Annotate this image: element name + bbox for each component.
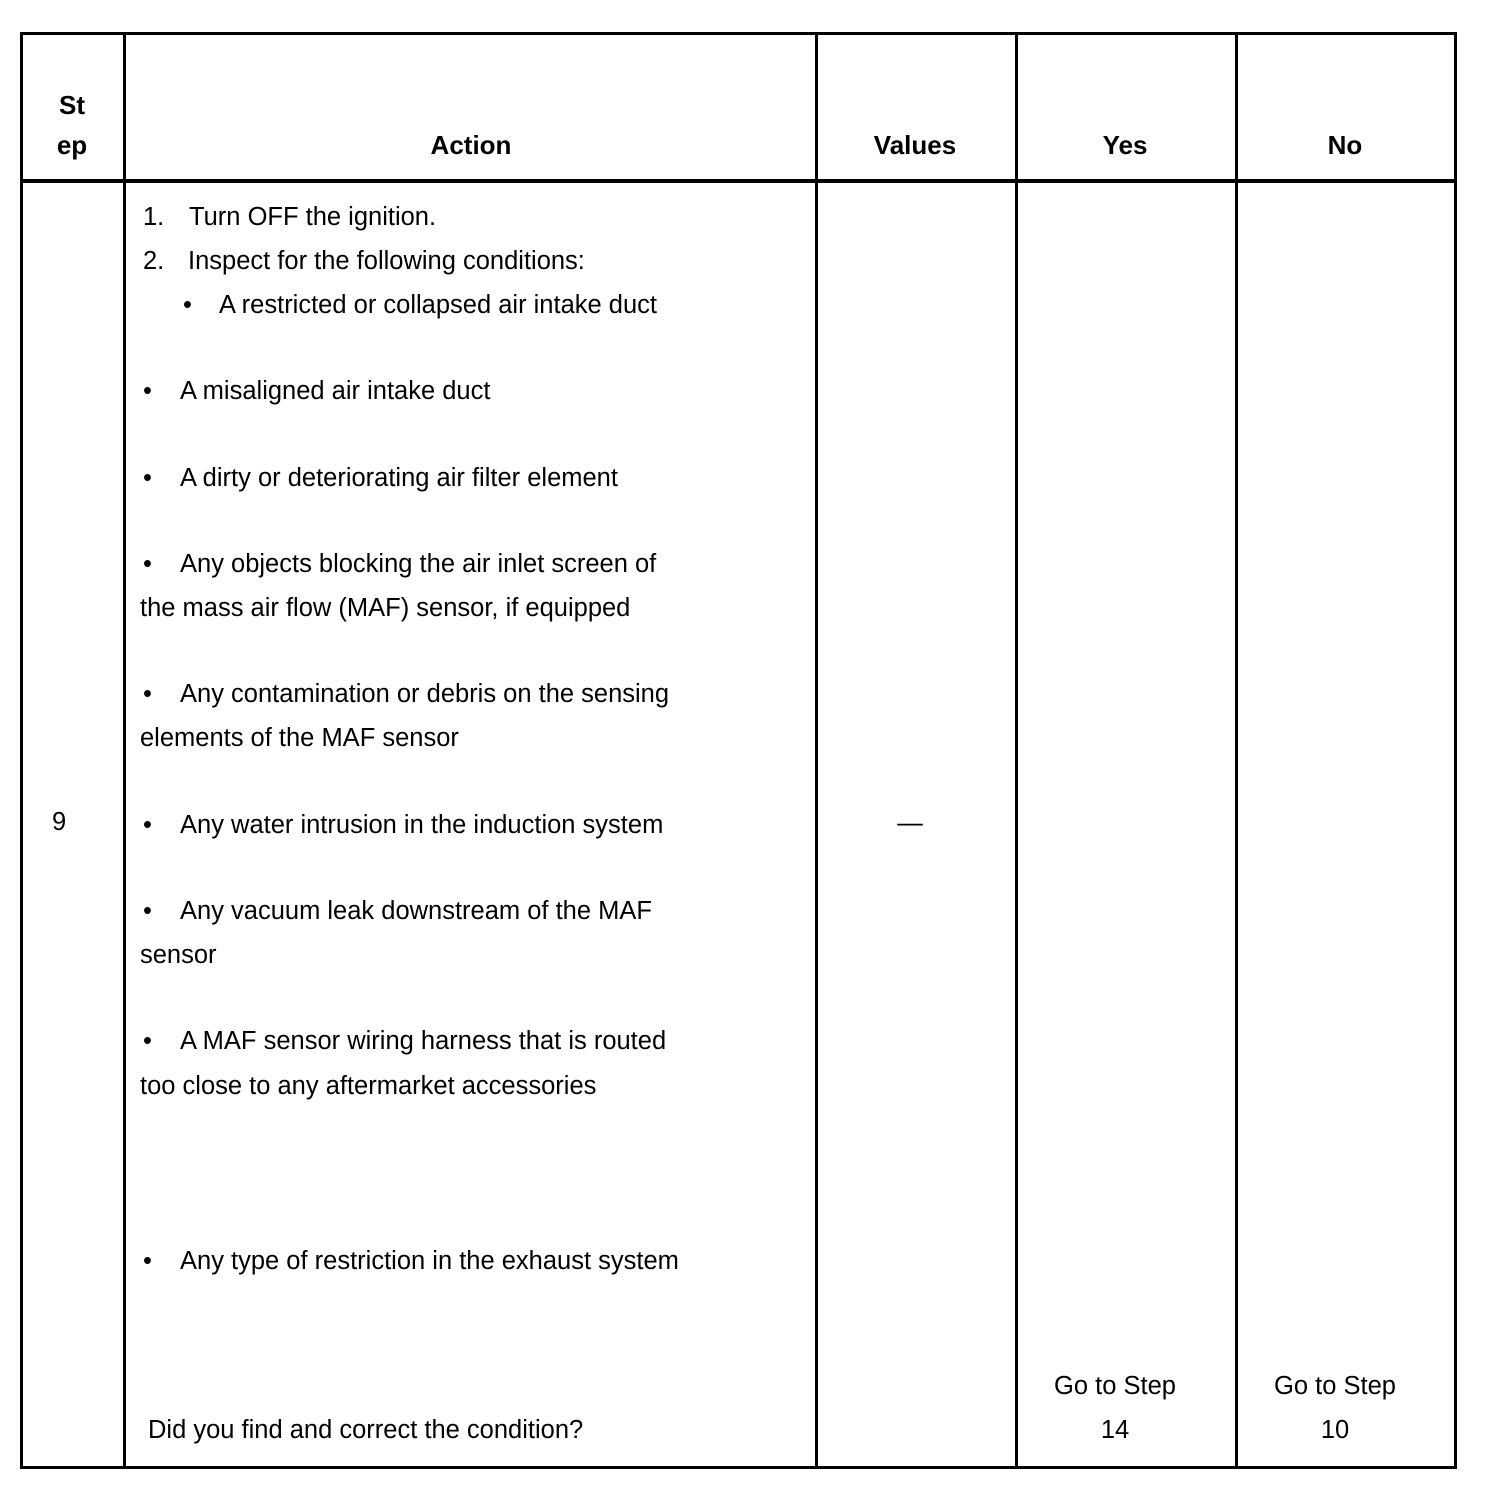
action-line: A misaligned air intake duct [180,377,491,405]
header-step-line1: St [59,90,85,120]
action-line: the mass air flow (MAF) sensor, if equipped [140,594,631,622]
bullet-marker: • [143,1027,152,1055]
no-goto-label: Go to Step [1274,1372,1396,1400]
action-line: A MAF sensor wiring harness that is routed [180,1027,667,1055]
values-dash: — [897,809,923,837]
action-line: Any type of restriction in the exhaust system [180,1247,679,1275]
list-number: 2. [143,247,165,275]
header-no: No [1327,130,1363,160]
action-line: A dirty or deteriorating air filter element [180,464,618,492]
no-goto-step: 10 [1320,1416,1350,1444]
header-action: Action [430,130,512,160]
bullet-marker: • [143,897,152,925]
action-line: elements of the MAF sensor [140,724,459,752]
yes-goto-label: Go to Step [1054,1372,1176,1400]
column-divider [1015,35,1018,1466]
column-divider [123,35,126,1466]
bullet-marker: • [143,680,152,708]
action-line: Any contamination or debris on the sensing [180,680,670,708]
action-line: Any vacuum leak downstream of the MAF [180,897,652,925]
header-divider [23,179,1454,183]
header-yes: Yes [1102,130,1148,160]
action-line: Any objects blocking the air inlet screen of [180,550,657,578]
action-line: Inspect for the following conditions: [188,247,585,275]
step-number: 9 [52,808,67,836]
bullet-marker: • [143,550,152,578]
action-line: Any water intrusion in the induction system [180,811,664,839]
question-text: Did you find and correct the condition? [148,1416,584,1444]
action-line: A restricted or collapsed air intake duct [219,291,657,319]
header-values: Values [873,130,957,160]
bullet-marker: • [143,1247,152,1275]
action-line: Turn OFF the ignition. [189,203,437,231]
list-number: 1. [143,203,165,231]
header-step-line2: ep [56,130,88,160]
action-line: sensor [140,941,217,969]
bullet-marker: • [143,811,152,839]
bullet-marker: • [143,464,152,492]
action-line: too close to any aftermarket accessories [140,1072,597,1100]
bullet-marker: • [183,291,192,319]
column-divider [815,35,818,1466]
column-divider [1235,35,1238,1466]
bullet-marker: • [143,377,152,405]
yes-goto-step: 14 [1100,1416,1130,1444]
